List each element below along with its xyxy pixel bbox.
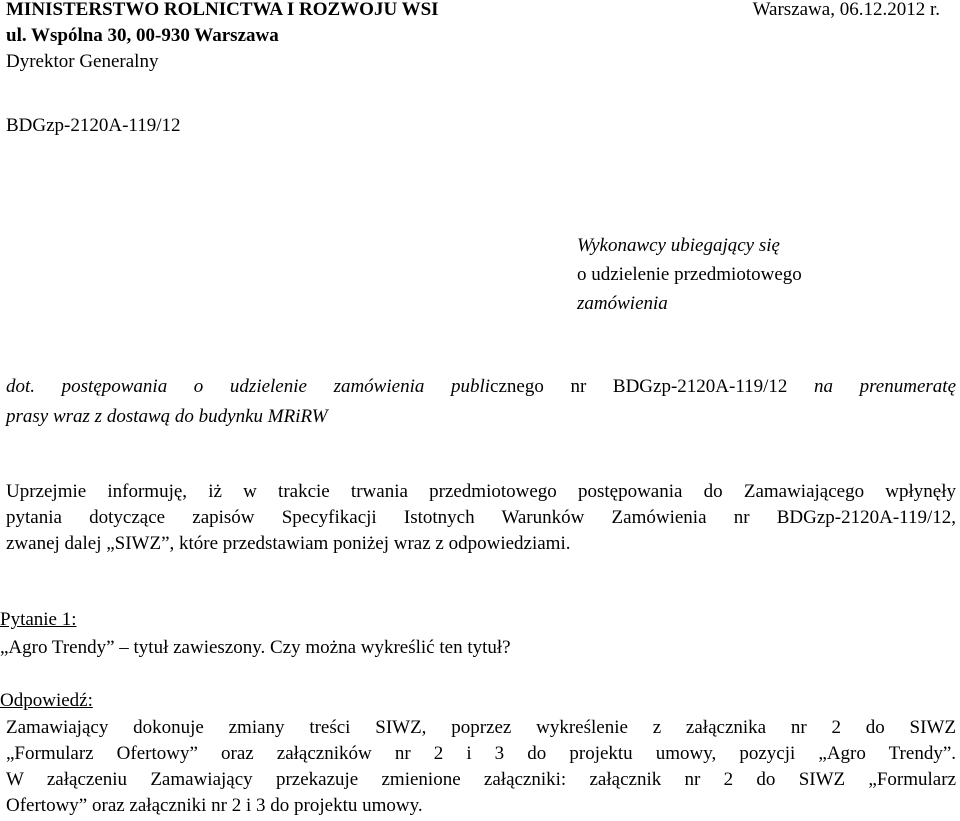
subject-reference: BDGzp-2120A-119/12 — [612, 376, 788, 397]
ministry-address: ul. Wspólna 30, 00-930 Warszawa — [6, 25, 279, 46]
intro-line-1: Uprzejmie informuję, iż w trakcie trwania przedmiotowego postępowania do Zamawiającego wpłynęły — [6, 481, 956, 502]
department-name: Dyrektor Generalny — [6, 51, 159, 72]
intro-line-2: pytania dotyczące zapisów Specyfikacji Istotnych Warunków Zamówienia nr BDGzp-2120A-119/12, — [6, 507, 956, 528]
subject-part-a: dot. postępowania o udzielenie zamówienia publi — [6, 376, 491, 397]
ministry-name: MINISTERSTWO ROLNICTWA I ROZWOJU WSI — [6, 0, 439, 20]
subject-line-1 — [6, 372, 956, 402]
subject-part-d: na prenumeratę — [787, 376, 956, 397]
intro-paragraph — [6, 479, 956, 557]
addressee-line-1: Wykonawcy ubiegający się — [577, 235, 780, 256]
addressee-line-3: zamówienia — [577, 293, 668, 314]
addressee-line-2: o udzielenie przedmiotowego — [577, 264, 802, 285]
answer-1-heading: Odpowiedź: — [0, 690, 93, 711]
place-date: Warszawa, 06.12.2012 r. — [752, 0, 940, 20]
answer-1-line-1: Zamawiający dokonuje zmiany treści SIWZ, poprzez wykreślenie z załącznika nr 2 do SIWZ — [6, 717, 956, 738]
subject-line — [6, 372, 956, 432]
question-1-text: „Agro Trendy” – tytuł zawieszony. Czy można wykreślić ten tytuł? — [0, 637, 511, 658]
answer-1-text — [6, 715, 956, 819]
question-1-heading: Pytanie 1: — [0, 609, 77, 630]
subject-line-2: prasy wraz z dostawą do budynku MRiRW — [6, 406, 328, 427]
answer-1-line-2: „Formularz Ofertowy” oraz załączników nr 2 i 3 do projektu umowy, pozycji „Agro Trendy”. — [6, 743, 956, 764]
answer-1-line-3: W załączeniu Zamawiający przekazuje zmienione załączniki: załącznik nr 2 do SIWZ „Formularz — [6, 769, 956, 790]
subject-part-b: cznego nr — [490, 376, 613, 397]
letterhead — [6, 0, 439, 75]
answer-1-line-4: Ofertowy” oraz załączniki nr 2 i 3 do projektu umowy. — [6, 795, 423, 816]
reference-number: BDGzp-2120A-119/12 — [6, 115, 181, 136]
addressee-block — [577, 231, 802, 318]
intro-line-3: zwanej dalej „SIWZ”, które przedstawiam poniżej wraz z odpowiedziami. — [6, 533, 571, 554]
